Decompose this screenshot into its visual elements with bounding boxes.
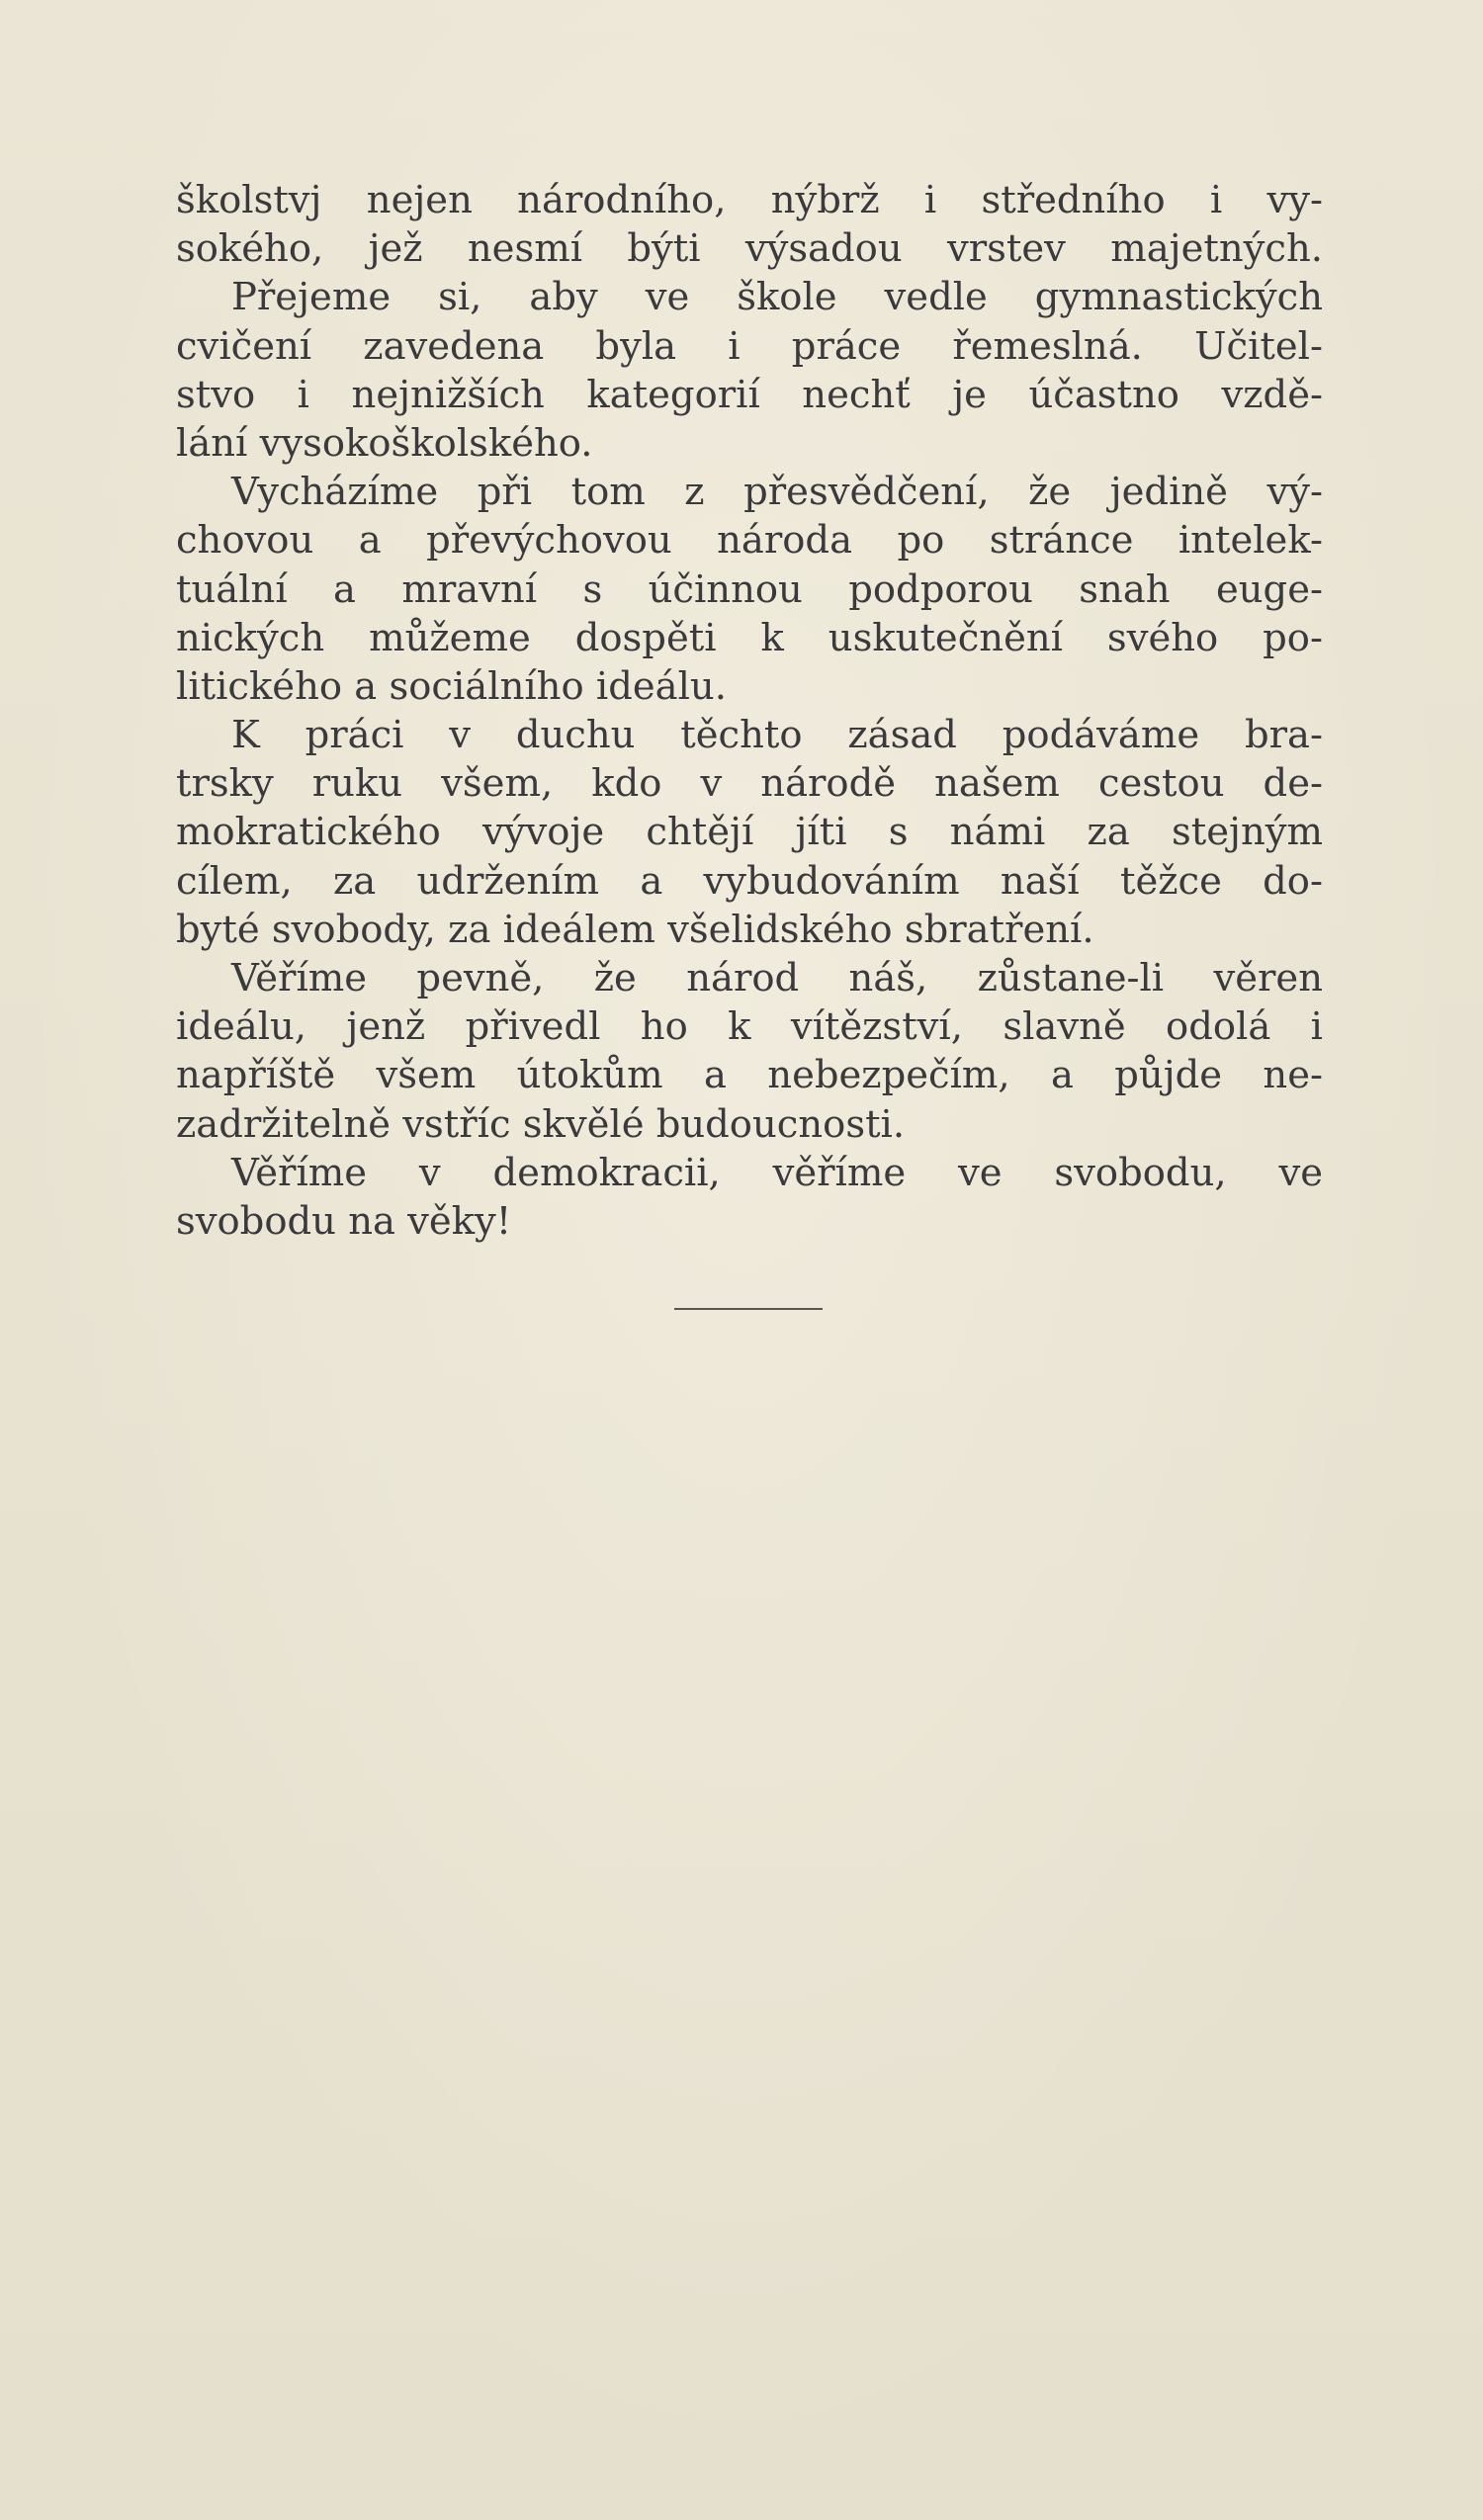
paragraph-end-line: byté svobody, za ideálem všelidského sbratření. bbox=[176, 907, 1094, 952]
text-line: mokratického vývoje chtějí jíti s námi za stejným bbox=[176, 810, 1323, 855]
text-line: napříště všem útokům a nebezpečím, a půjde ne- bbox=[176, 1053, 1323, 1098]
text-line: tuální a mravní s účinnou podporou snah euge- bbox=[176, 566, 1323, 612]
text-line: nických můžeme dospěti k uskutečnění svého po- bbox=[176, 615, 1323, 660]
paragraph-end-line: svobodu na věky! bbox=[176, 1198, 512, 1244]
paragraph-start-line: Vycházíme při tom z přesvědčení, že jedině vý- bbox=[231, 470, 1323, 515]
paragraph-start-line: Přejeme si, aby ve škole vedle gymnastických bbox=[231, 275, 1323, 320]
text-line: cvičení zavedena byla i práce řemeslná. Učitel- bbox=[176, 323, 1323, 369]
paragraph-end-line: litického a sociálního ideálu. bbox=[176, 663, 727, 709]
text-line: trsky ruku všem, kdo v národě našem cestou de- bbox=[176, 761, 1323, 807]
paragraph-start-line: Věříme v demokracii, věříme ve svobodu, ve bbox=[231, 1150, 1323, 1195]
paragraph-start-line: K práci v duchu těchto zásad podáváme bra- bbox=[231, 713, 1323, 758]
body-text bbox=[176, 176, 1323, 1246]
text-line: cílem, za udržením a vybudováním naší těžce do- bbox=[176, 858, 1323, 904]
text-line: školstvj nejen národního, nýbrž i středního i vy- bbox=[176, 178, 1323, 222]
section-divider-rule bbox=[674, 1308, 823, 1310]
text-line: chovou a převýchovou národa po stránce intelek- bbox=[176, 518, 1323, 564]
text-line: ideálu, jenž přivedl ho k vítězství, slavně odolá i bbox=[176, 1004, 1323, 1050]
text-line: sokého, jež nesmí býti výsadou vrstev majetných. bbox=[176, 226, 1323, 272]
paragraph-end-line: lání vysokoškolského. bbox=[176, 420, 593, 466]
paragraph-end-line: zadržitelně vstříc skvělé budoucnosti. bbox=[176, 1101, 906, 1147]
text-line: stvo i nejnižších kategorií nechť je účastno vzdě- bbox=[176, 372, 1323, 417]
paragraph-start-line: Věříme pevně, že národ náš, zůstane-li věren bbox=[231, 956, 1323, 1000]
